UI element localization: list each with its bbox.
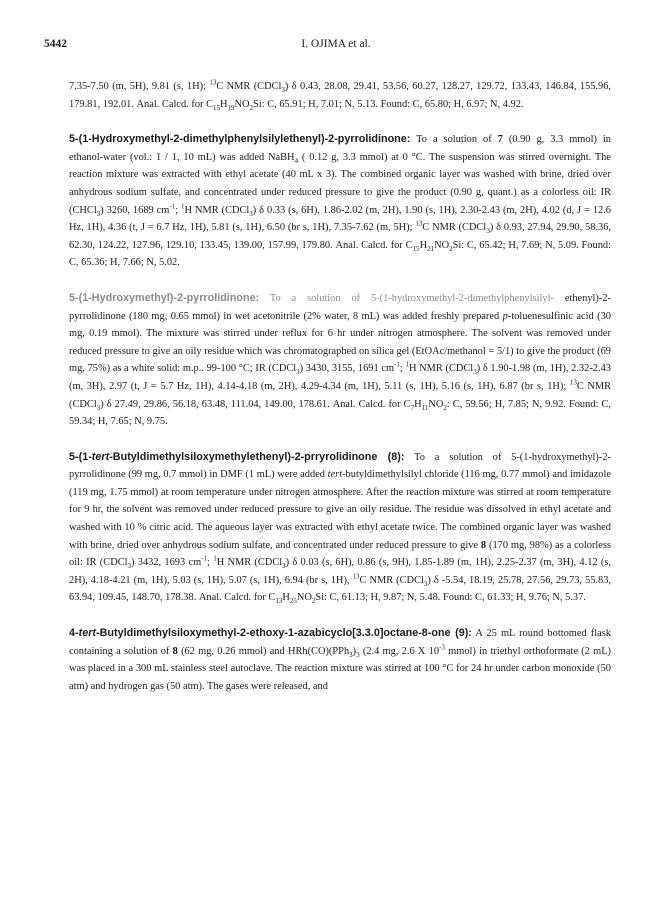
paragraph-text: A 25 mL round bottomed flask containing a solution of 8 (62 mg, 0.26 mmol) and $HRh(CO)(PPh_3)_3$ (2.4 mg, 2.6 X $10^{-3}$ mmol) in triethyl orthoformate (2 mL) was placed in a 300 mL stainless steel autoclave. The reaction mixture was stirred at 100 °C for 24 hr under carbon monoxide (50 atm) and hydrogen gas (50 atm). The gases were released, and <box>69 628 612 692</box>
page-number: 5442 <box>44 38 67 50</box>
running-header <box>44 38 628 54</box>
paragraph-text: To a solution of 7 (0.90 g, 3.3 mmol) in ethanol-water (vol.: 1 / 1, 10 mL) was added NaBH$_4$ ( 0.12 g, 3.3 mmol) at 0 °C. The suspension was stirred overnight. The reaction mixture was extracted with ethyl acetate (40 mL x 3). The combined organic layer was washed with brine, dried over anhydrous sodium sulfate, and concentrated under reduced pressure to give the product (0.90 g, quant.) as a colorless oil: IR (CHCl$_3$) 3260, 1689 $cm^{-1}$; $^1$H NMR (CDCl$_3$) δ 0.33 (s, 6H), 1.86-2.02 (m, 2H), 1.90 (s, 1H), 2.30-2.43 (m, 2H), 4.02 (d, J = 12.6 Hz, 1H), 4.36 (t, J = 6.7 Hz, 1H), 5.81 (s, 1H), 6.50 (br s, 1H), 7.35-7.62 (m, 5H); $^{13}$C NMR (CDCl$_3$) δ 0.93, 27.94, 29.90, 58.36, 62.30, 124.22, 127.96, 129.10, 133.45, 139.00, 157.99, 179.80. Anal. Calcd. for $C_{15}H_{21}NO_2Si$: C, 65.42; H, 7.69; N, 5.09. Found: C, 65.36; H, 7.66; N, 5.02. <box>69 134 611 269</box>
compound-title: 5-(1-Hydroxymethyl-2-dimethylphenylsilylethenyl)-2-pyrrolidinone: <box>69 133 411 146</box>
paragraph <box>69 625 611 695</box>
paragraph <box>69 78 611 113</box>
running-authors: I. OJIMA et al. <box>301 38 371 50</box>
paragraph-text: 7.35-7.50 (m, 5H), 9.81 (s, 1H); $^{13}$C NMR (CDCl$_3$) δ 0.43, 28.08, 29.41, 53.56, 60.27, 128.27, 129.72, 133.43, 146.84, 155.96, 179.81, 192.01. Anal. Calcd. for $C_{15}H_{19}NO_2Si$: C, 65.91; H, 7.01; N, 5.13. Found: C, 65.80; H, 6.97; N, 4.92. <box>69 78 611 112</box>
compound-title: 5-(1-tert-Butyldimethylsiloxymethylethenyl)-2-prryrolidinone (8): <box>69 450 405 463</box>
article-body <box>69 78 611 713</box>
compound-title: 4-tert-Butyldimethylsiloxymethyl-2-ethoxy-1-azabicyclo[3.3.0]octane-8-one (9): <box>69 627 472 640</box>
compound-title: 5-(1-Hydroxymethyl)-2-pyrrolidinone: <box>69 291 260 304</box>
paragraph-text: To a solution of 5-(1-hydroxymethyl)-2-pyrrolidinone (99 mg, 0.7 mmol) in DMF (1 mL) were added tert-butyldimethylsilyl chloride (116 mg, 0.77 mmol) and imidazole (119 mg, 1.75 mmol) at room temperature under nitrogen atmosphere. After the reaction mixture was stirred at room temperature for 9 hr, the solvent was removed under reduced pressure to give an oily residue. The residue was dissolved in ethyl acetate and washed with 10 % citric acid. The aqueous layer was extracted with ethyl acetate twice. The combined organic layer was washed with brine, dried over anhydrous sodium sulfate, and concentrated under reduced pressure to give 8 (170 mg, 98%) as a colorless oil: IR (CDCl$_3$) 3432, 1693 $cm^{-1}$; $^1$H NMR (CDCl$_3$) δ 0.03 (s, 6H), 0.86 (s, 9H), 1.85-1.89 (m, 1H), 2.25-2.37 (m, 3H), 4.12 (s, 2H), 4.18-4.21 (m, 1H), 5.03 (s, 1H), 5.07 (s, 1H), 6.94 (br s, 1H), $^{13}$C NMR (CDCl$_3$) δ -5.54, 18.19, 25.78, 27.56, 29.73, 55.83, 63.94, 109.45, 148.70, 178.38. Anal. Calcd. for $C_{13}H_{25}NO_2Si$: C, 61.13; H, 9.87; N, 5.48. Found: C, 61.33; H, 9.76; N, 5.37. <box>69 451 611 606</box>
paragraph-text: To a solution of 5-(1-hydroxymethyl-2-dimethylphenylsilyl- ethenyl)-2-pyrrolidinone (180 mg, 0.65 mmol) in wet acetonitrile (2% water, 8 mL) was added freshly prepared p-toluenesulfinic acid (30 mg, 0.19 mmol). The mixture was stirred under reflux for 6 hr under nitrogen atmosphere. The solvent was removed under reduced pressure to give an oily residue which was chromatographed on silica gel (EtOAc/methanol = 5/1) to give the product (69 mg, 75%) as a white solid: m.p.. 99-100 °C; IR (CDCl$_3$) 3430, 3155, 1691 $cm^{-1}$; $^1$H NMR (CDCl$_3$) δ 1.90-1.98 (m, 1H), 2.32-2.43 (m, 3H), 2.97 (t, J = 5.7 Hz, 1H), 4.14-4.18 (m, 2H), 4.29-4.34 (m, 1H), 5.11 (s, 1H), 5.16 (s, 1H), 6.87 (br s, 1H); $^{13}$C NMR (CDCl$_3$) δ 27.49, 29.86, 56.18, 63.48, 111.04, 149.00, 178.61. Anal. Calcd. for $C_7H_{11}NO_2$: C, 59.56; H, 7.85; N, 9.92. Found: C, 59.34; H, 7.65; N, 9.75. <box>69 292 612 428</box>
paragraph <box>69 449 611 607</box>
paragraph <box>69 131 611 272</box>
paragraph <box>69 290 611 431</box>
